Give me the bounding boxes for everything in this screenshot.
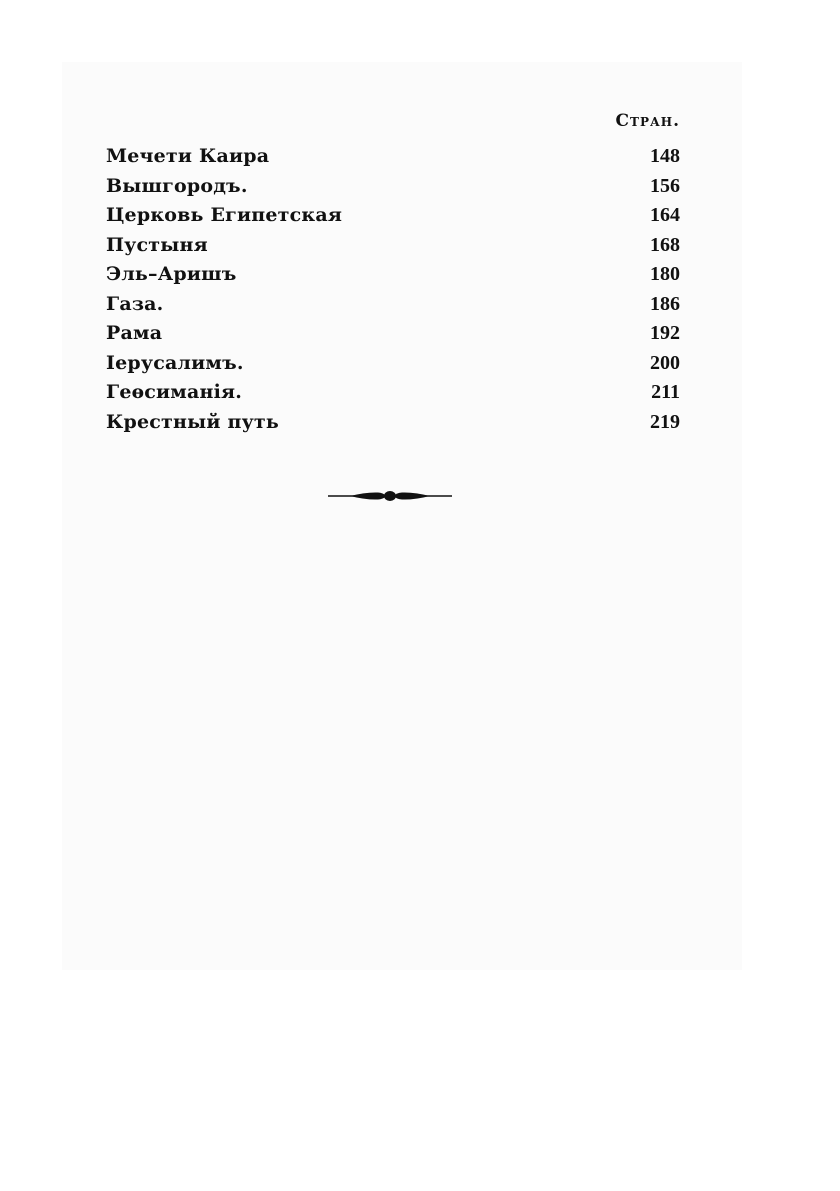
toc-entry-title: Мечети Каира xyxy=(106,145,270,167)
toc-entry xyxy=(106,231,680,261)
toc-entry-title: Газа. xyxy=(106,292,164,315)
toc-entry-title: Церковь Египетская xyxy=(106,204,343,226)
toc-entry-title: Геѳсиманія. xyxy=(106,381,243,403)
toc-entry xyxy=(106,201,680,231)
toc-entry-page: 180 xyxy=(650,263,680,285)
table-of-contents xyxy=(106,108,680,437)
tailpiece-ornament-icon xyxy=(328,487,452,505)
toc-entry-title: Вышгородъ. xyxy=(106,174,248,197)
toc-entry-title: Эль–Аришъ xyxy=(106,263,237,285)
toc-entry-title: Рама xyxy=(106,322,163,344)
page-column-header-label: Стран. xyxy=(615,111,680,131)
toc-entry xyxy=(106,142,680,172)
toc-entry-page: 156 xyxy=(650,174,680,197)
toc-entry-page: 219 xyxy=(650,410,680,433)
toc-entry xyxy=(106,408,680,438)
toc-entry-page: 164 xyxy=(650,204,680,226)
toc-entry-page: 148 xyxy=(650,145,680,167)
toc-entry xyxy=(106,349,680,379)
toc-entry-title: Крестный путь xyxy=(106,410,279,433)
toc-entry xyxy=(106,378,680,408)
toc-entry-page: 168 xyxy=(650,233,680,256)
toc-entry xyxy=(106,290,680,320)
toc-entry-page: 192 xyxy=(650,322,680,344)
toc-entry-title: Пустыня xyxy=(106,233,208,256)
toc-entry-page: 200 xyxy=(650,351,680,374)
toc-entry-page: 186 xyxy=(650,292,680,315)
page-column-header xyxy=(106,108,680,134)
toc-entry xyxy=(106,260,680,290)
toc-entry-page: 211 xyxy=(651,381,680,403)
toc-entry xyxy=(106,172,680,202)
toc-entry xyxy=(106,319,680,349)
toc-entry-title: Іерусалимъ. xyxy=(106,351,244,374)
